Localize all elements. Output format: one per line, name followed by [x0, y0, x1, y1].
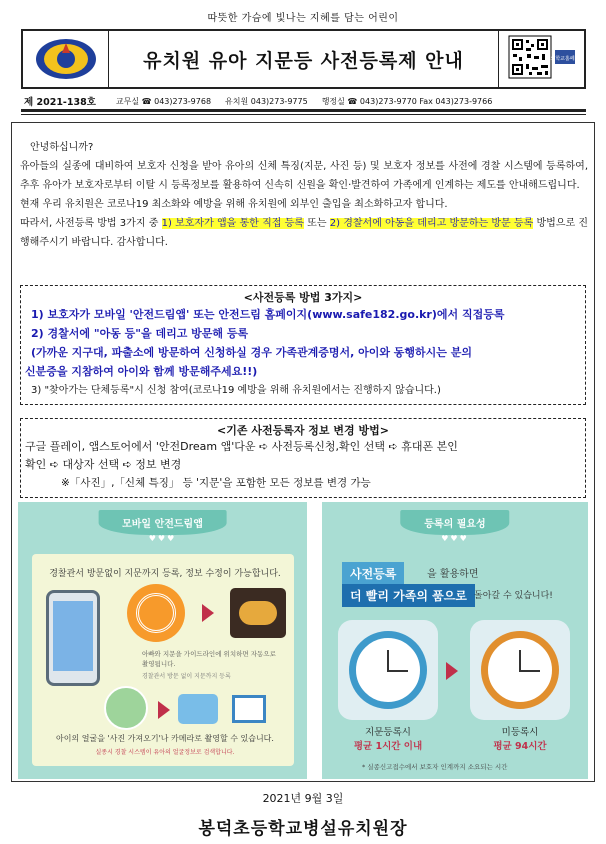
app-caption: 경찰관서 방문없이 지문까지 등록, 정보 수정이 가능합니다.	[49, 569, 281, 579]
change-step-2: 확인 ➪ 대상자 선택 ➪ 정보 변경	[25, 458, 182, 471]
highlight-visit-registration: 2) 경찰서에 아동을 데리고 방문하는 방문 등록	[329, 218, 534, 229]
fingerprint-note: 아빠와 지문을 가이드라인에 위치하면 자동으로 촬영됩니다.	[142, 650, 276, 668]
change-info-box	[20, 418, 586, 498]
app-illustration	[32, 554, 294, 766]
document-title: 유치원 유아 지문등 사전등록제 안내	[143, 49, 464, 72]
method-group: 3) "찾아가는 단체등록"시 신청 참여(코로나19 예방을 위해 유치원에서는 진행하지 않습니다.)	[31, 385, 441, 396]
office-phone: 교무실 ☎ 043)273-9768	[115, 96, 212, 106]
letter-body	[20, 138, 588, 252]
document-date: 2021년 9월 3일	[262, 792, 344, 805]
heart-dots: ♥♥♥	[148, 534, 177, 543]
svg-text:나의학교홈페이지: 나의학교홈페이지	[545, 56, 584, 62]
school-logo	[23, 31, 109, 87]
principal-signature: 봉덕초등학교병설유치원장	[198, 819, 408, 839]
family-text: 돌아갈 수 있습니다!	[474, 591, 553, 601]
arrow-right-icon	[202, 604, 214, 622]
photo-subcaption: 실종시 경찰 시스템이 유아의 얼굴정보로 검색합니다.	[95, 749, 235, 756]
necessity-ribbon: 등록의 필요성	[400, 510, 509, 535]
school-slogan: 따뜻한 가슴에 빛나는 지혜를 담는 어린이	[207, 13, 399, 24]
heart-dots-right: ♥♥♥	[441, 534, 469, 543]
registration-text: 을 활용하면	[427, 569, 479, 580]
change-step-1: 구글 플레이, 앱스토어에서 '안전Dream 앱'다운 ➪ 사전등록신청,확인 선택 ➪ 휴대폰 본인	[25, 440, 458, 453]
fingerprint-icon	[127, 584, 185, 642]
fingerprint-subnote: 경찰관서 방문 없이 지문까지 등록	[142, 673, 231, 680]
header-rule	[21, 109, 586, 112]
method-visit-note-2: 신분증을 지참하여 아이와 함께 방문해주세요!!)	[25, 365, 258, 378]
fingerprint-scan-icon	[230, 588, 286, 638]
necessity-infographic	[322, 502, 588, 779]
arrow-right-icon-3	[446, 662, 458, 680]
camera-icon	[178, 694, 218, 724]
family-tag: 더 빨리 가족의 품으로	[342, 584, 475, 607]
smartphone-icon	[46, 590, 100, 686]
clock-icon-registered	[349, 631, 427, 709]
document-header	[21, 29, 586, 89]
registered-time: 평균 1시간 이내	[353, 741, 423, 752]
greeting: 안녕하십니까?	[30, 142, 94, 153]
method-app: 1) 보호자가 모바일 '안전드림앱' 또는 안전드림 홈페이지(www.safe182.go.kr)에서 직접등록	[31, 308, 505, 321]
unregistered-time: 평균 94시간	[493, 741, 547, 752]
image-icon	[232, 695, 266, 723]
method-visit: 2) 경찰서에 "아동 등"을 데리고 방문해 등록	[31, 327, 249, 340]
registration-methods-box	[20, 285, 586, 405]
change-title: <기존 사전등록자 정보 변경 방법>	[217, 424, 389, 437]
contact-info	[24, 94, 584, 108]
methods-title: <사전등록 방법 3가지>	[243, 291, 363, 304]
paragraph-request: 따라서, 사전등록 방법 3가지 중 1) 보호자가 앱을 통한 직접 등록 또는 2) 경찰서에 아동을 데리고 방문하는 방문 등록 방법으로 진행해주시기 바랍니다. 감사합니다.	[20, 218, 588, 248]
registration-tag: 사전등록	[342, 562, 404, 585]
document-number: 제 2021-138호	[24, 97, 96, 108]
emblem-icon	[34, 37, 98, 81]
unregistered-label: 미등록시 평균 94시간	[470, 724, 570, 752]
admin-phone: 행정실 ☎ 043)273-9770 Fax 043)273-9766	[321, 96, 493, 106]
qr-icon	[507, 34, 584, 84]
arrow-right-icon-2	[158, 701, 170, 719]
method-visit-note-1: (가까운 지구대, 파출소에 방문하여 신청하실 경우 가족관계증명서, 아이와 동행하시는 분의	[31, 346, 473, 359]
necessity-footnote: * 실종신고접수에서 보호자 인계까지 소요되는 시간	[362, 763, 508, 771]
paragraph-covid: 현재 우리 유치원은 코로나19 최소화와 예방을 위해 유치원에 외부인 출입을 최소화하고자 합니다.	[20, 199, 448, 210]
child-face-icon	[104, 686, 148, 730]
app-infographic	[18, 502, 307, 779]
clock-icon-unregistered	[481, 631, 559, 709]
photo-caption: 아이의 얼굴을 '사진 가져오기'나 카메라로 촬영할 수 있습니다.	[56, 734, 274, 743]
paragraph-intro: 유아들의 실종에 대비하여 보호자 신청을 받아 유아의 신체 특징(지문, 사진 등) 및 보호자 정보를 사전에 경찰 시스템에 등록하여, 추후 유아가 보호자로부터 이탈 시 등록정보를 활용하여 신속히 신원을 확인·발견하여 가족에게 인계하는 제도를 안내해드립니다.	[20, 161, 588, 191]
registered-label: 지문등록시 평균 1시간 이내	[338, 724, 438, 752]
app-ribbon: 모바일 안전드림앱	[98, 510, 227, 535]
kindergarten-phone: 유치원 043)273-9775	[225, 96, 308, 106]
header-rule-thin	[21, 114, 586, 115]
change-note: ※「사진」,「신체 특징」 등 '지문'을 포함한 모든 정보를 변경 가능	[61, 477, 371, 489]
qr-code[interactable]	[498, 31, 584, 87]
highlight-app-registration: 1) 보호자가 앱을 통한 직접 등록	[161, 218, 304, 229]
